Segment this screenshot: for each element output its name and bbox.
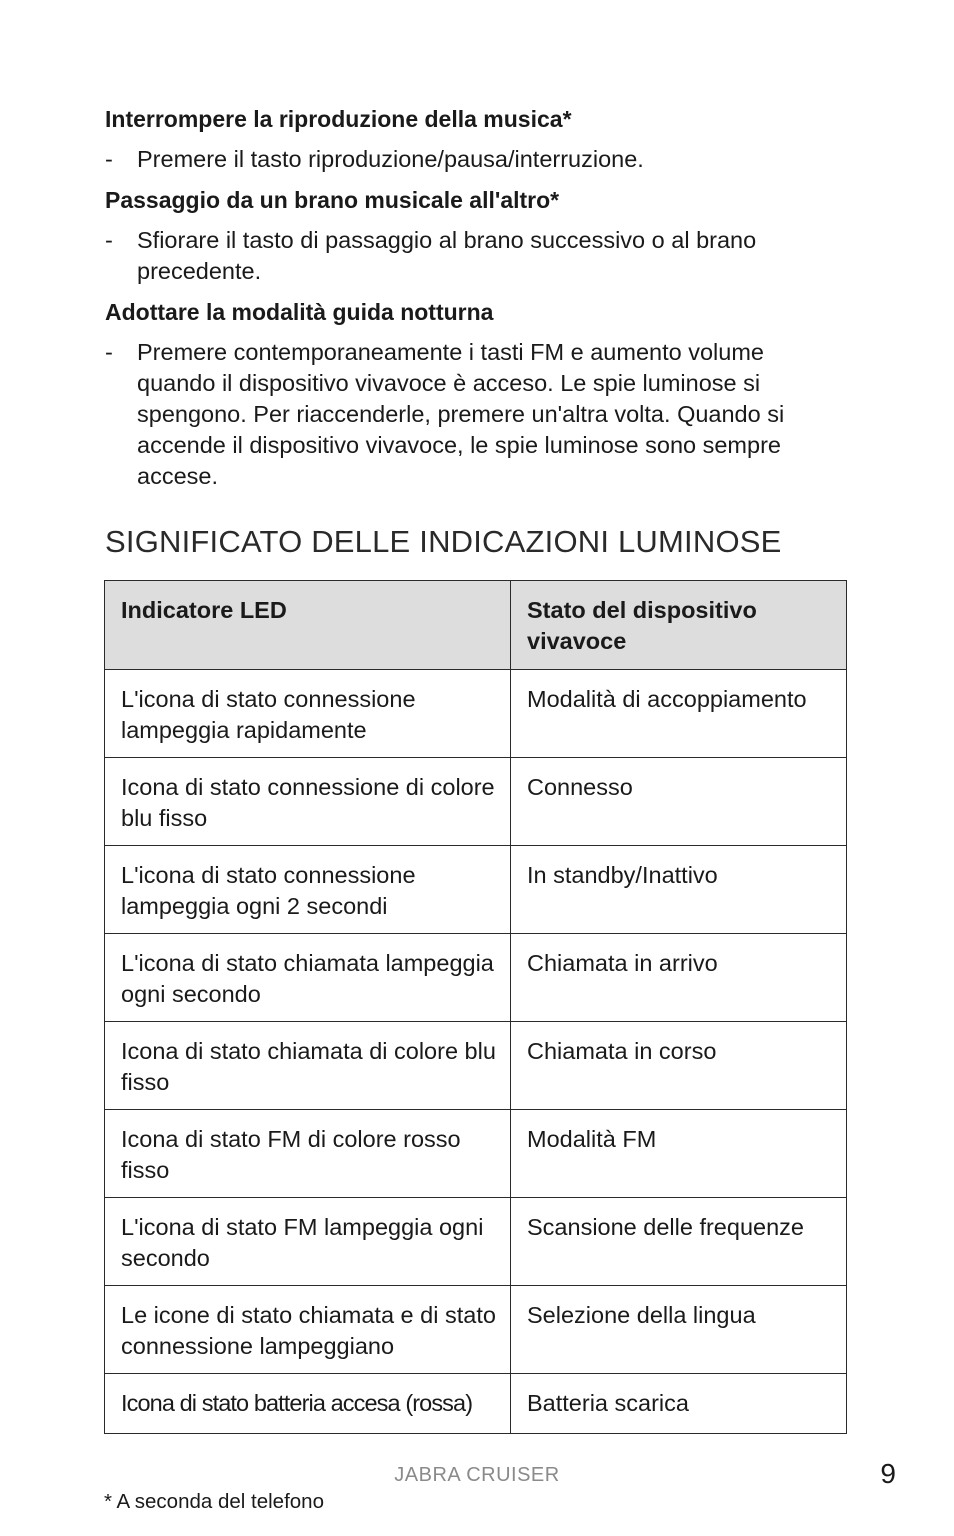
footnote: * A seconda del telefono (104, 1490, 324, 1513)
table-cell-state: In standby/Inattivo (511, 846, 847, 934)
bullet-item (105, 337, 847, 492)
section-title: SIGNIFICATO DELLE INDICAZIONI LUMINOSE (105, 524, 782, 559)
bullet-dash: - (105, 227, 113, 253)
table-cell-state: Scansione delle frequenze (511, 1198, 847, 1286)
table-cell-led: Icona di stato batteria accesa (rossa) (105, 1374, 511, 1434)
table-cell-state: Modalità di accoppiamento (511, 670, 847, 758)
bullet-item (105, 225, 847, 287)
section-heading: Adottare la modalità guida notturna (105, 299, 494, 325)
table-row (105, 1374, 847, 1434)
table-row (105, 1110, 847, 1198)
table-cell-state: Selezione della lingua (511, 1286, 847, 1374)
table-cell-led: L'icona di stato chiamata lampeggia ogni secondo (105, 934, 511, 1022)
table-header-led: Indicatore LED (105, 581, 511, 670)
bullet-text: Sfiorare il tasto di passaggio al brano successivo o al brano precedente. (137, 227, 757, 284)
section-heading: Interrompere la riproduzione della musica* (105, 106, 572, 132)
table-header-state: Stato del dispositivo vivavoce (511, 581, 847, 670)
table-row (105, 1286, 847, 1374)
page-content (105, 104, 847, 562)
table-row (105, 1022, 847, 1110)
table-cell-led: Icona di stato FM di colore rosso fisso (105, 1110, 511, 1198)
footer-brand: JABRA CRUISER (394, 1464, 560, 1486)
table-cell-led: L'icona di stato connessione lampeggia rapidamente (105, 670, 511, 758)
section-heading: Passaggio da un brano musicale all'altro* (105, 187, 560, 213)
table-cell-led: L'icona di stato FM lampeggia ogni secondo (105, 1198, 511, 1286)
page-number: 9 (880, 1458, 896, 1489)
table-cell-led: Icona di stato chiamata di colore blu fisso (105, 1022, 511, 1110)
table-row (105, 758, 847, 846)
table-cell-state: Connesso (511, 758, 847, 846)
bullet-dash: - (105, 146, 113, 172)
table-row (105, 1198, 847, 1286)
table-cell-state: Modalità FM (511, 1110, 847, 1198)
table-cell-led: Icona di stato connessione di colore blu fisso (105, 758, 511, 846)
table-cell-led: L'icona di stato connessione lampeggia ogni 2 secondi (105, 846, 511, 934)
bullet-dash: - (105, 339, 113, 365)
table-row (105, 846, 847, 934)
section-stop-music (105, 104, 847, 175)
table-row (105, 934, 847, 1022)
section-track-skip (105, 185, 847, 287)
bullet-text: Premere contemporaneamente i tasti FM e aumento volume quando il dispositivo vivavoce è acceso. Le spie luminose si spengono. Per riaccenderle, premere un'altra volta. Quando si accende il dispositivo vivavoce, le spie luminose sono sempre accese. (137, 339, 785, 489)
bullet-item (105, 144, 847, 175)
section-night-mode (105, 297, 847, 492)
bullet-text: Premere il tasto riproduzione/pausa/interruzione. (137, 146, 644, 172)
table-cell-led: Le icone di stato chiamata e di stato connessione lampeggiano (105, 1286, 511, 1374)
table-header-row (105, 581, 847, 670)
led-status-table (104, 580, 847, 1434)
table-cell-state: Batteria scarica (511, 1374, 847, 1434)
table-row (105, 670, 847, 758)
table-cell-state: Chiamata in corso (511, 1022, 847, 1110)
table-cell-state: Chiamata in arrivo (511, 934, 847, 1022)
